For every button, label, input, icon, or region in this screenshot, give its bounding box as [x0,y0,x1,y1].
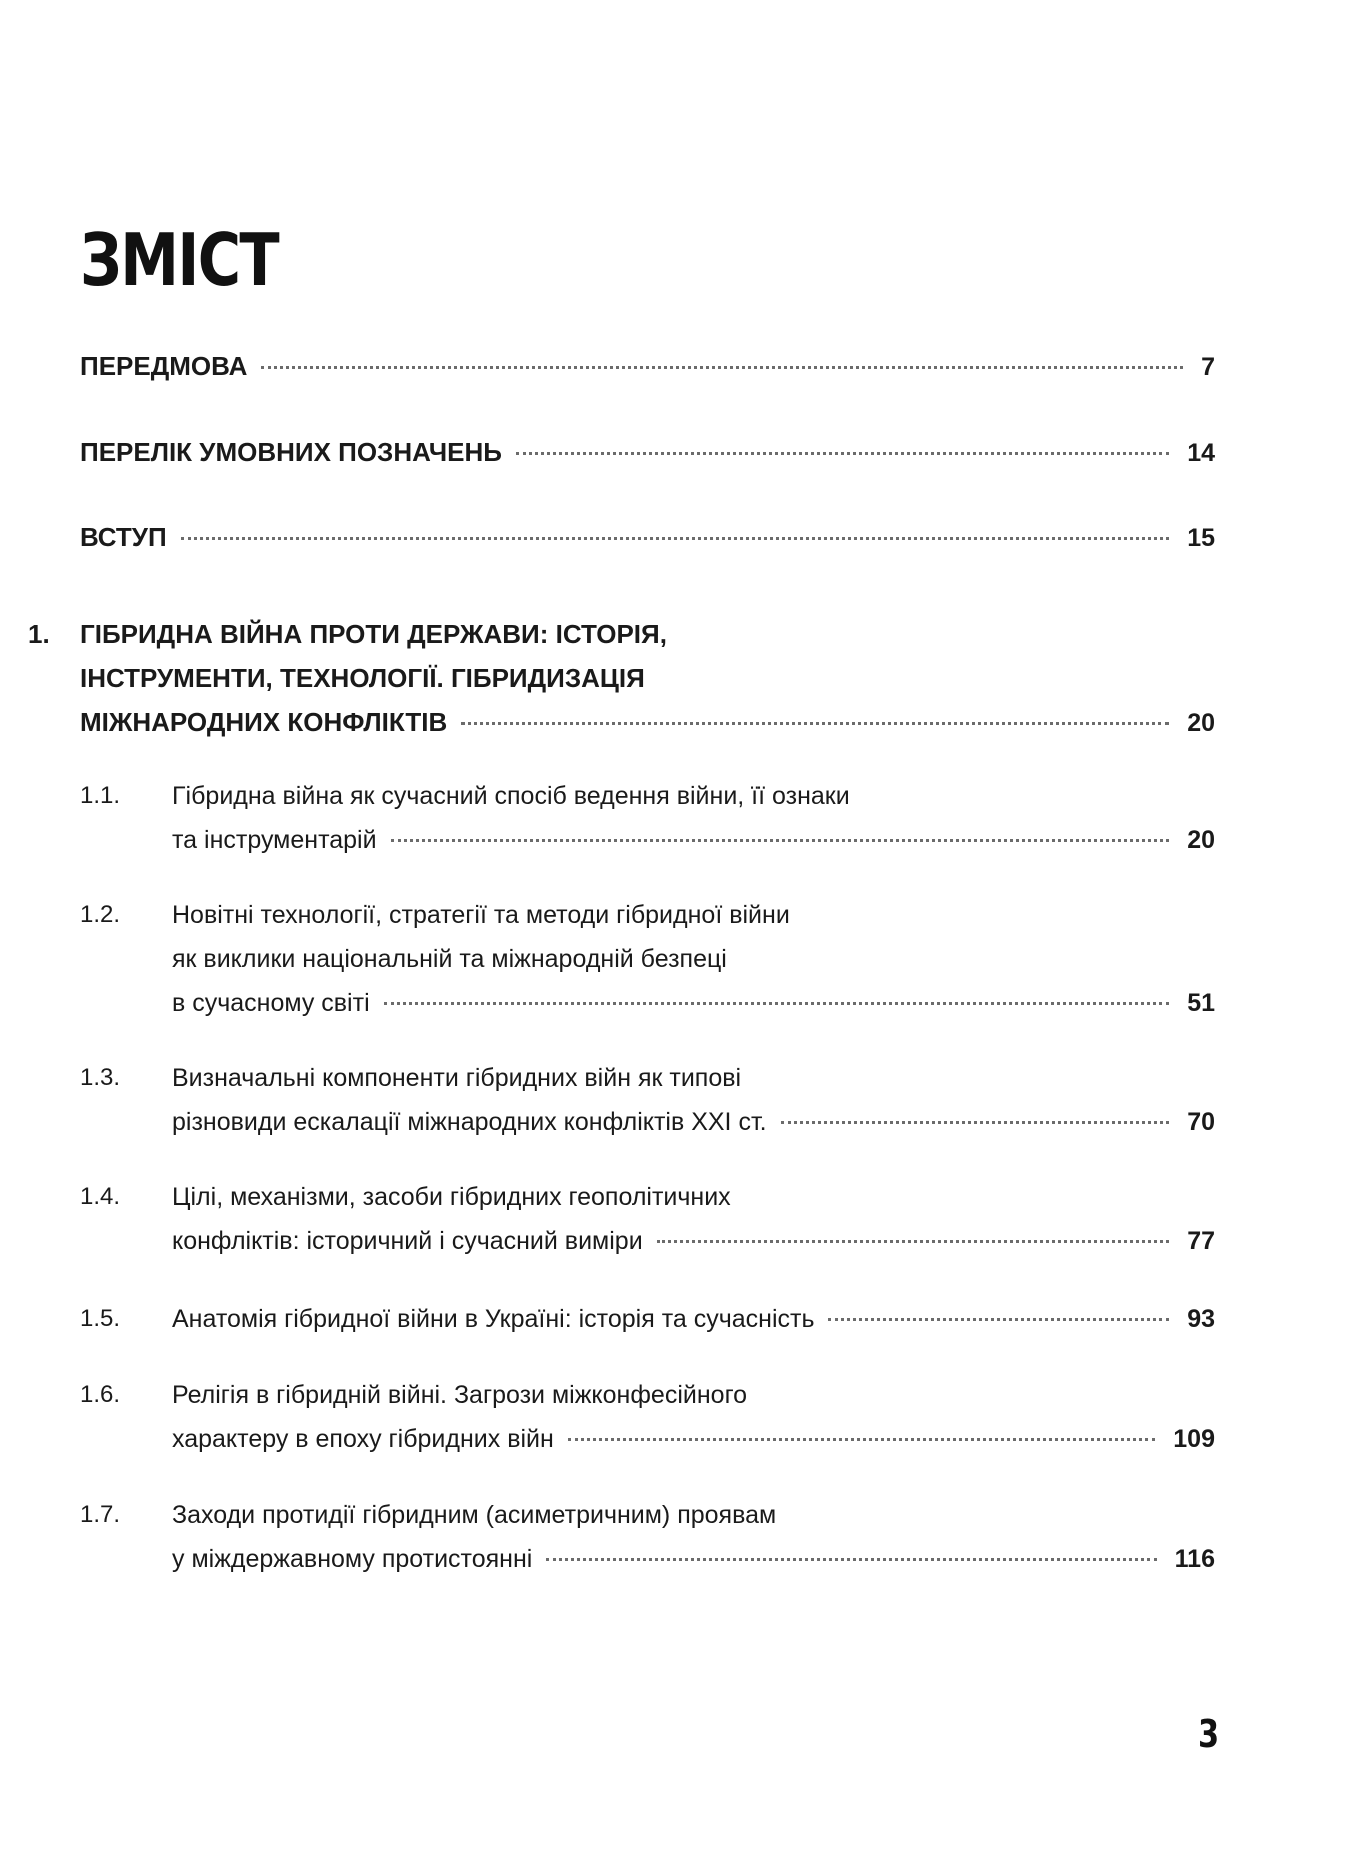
toc-entry-number: 1.4. [80,1183,121,1210]
toc-page-number: 20 [1187,826,1215,854]
page-title: ЗМІСТ [80,218,279,302]
toc-entry-title-line: Новітні технології, стратегії та методи гібридної війни [172,901,790,929]
toc-entry-title-line: Цілі, механізми, засоби гібридних геополітичних [172,1183,731,1211]
toc-entry-title: ВСТУП [80,522,167,552]
toc-page-number: 51 [1187,989,1215,1017]
toc-entry-number: 1.7. [80,1501,121,1528]
dot-leader [181,537,1170,540]
toc-entry-number: 1.5. [80,1305,121,1332]
dot-leader [657,1240,1170,1243]
dot-leader [828,1318,1169,1321]
toc-entry-title-line: Заходи протидії гібридним (асиметричним) проявам [172,1501,777,1529]
toc-entry-number: 1.2. [80,901,121,928]
toc-entry-introduction[interactable] [80,515,1215,560]
toc-entry-number: 1.3. [80,1064,121,1091]
toc-entry-number: 1. [28,619,50,649]
toc-entry-title-line: Визначальні компоненти гібридних війн як типові [172,1064,742,1092]
toc-entry-1-6[interactable] [80,1373,1215,1461]
toc-page-number: 7 [1201,353,1215,381]
toc-entry-title-line: конфліктів: історичний і сучасний виміри [172,1227,643,1255]
toc-entry-title-line: як виклики національній та міжнародній безпеці [172,945,727,973]
toc-entry-1-7[interactable] [80,1493,1215,1581]
toc-entry-title-line: різновиди ескалації міжнародних конфліктів XXI ст. [172,1108,767,1136]
dot-leader [516,452,1169,455]
toc-entry-title: ПЕРЕДМОВА [80,351,248,381]
dot-leader [391,839,1170,842]
toc-entry-title-line: характеру в епоху гібридних війн [172,1425,554,1453]
toc-entry-1-3[interactable] [80,1056,1215,1144]
toc-entry-title-line: Гібридна війна як сучасний спосіб ведення війни, її ознаки [172,782,850,810]
toc-page-number: 70 [1187,1108,1215,1136]
toc-entry-title: ПЕРЕЛІК УМОВНИХ ПОЗНАЧЕНЬ [80,437,502,467]
toc-entry-title-line: Релігія в гібридній війні. Загрози міжконфесійного [172,1381,748,1409]
toc-page-number: 77 [1187,1227,1215,1255]
toc-entry-1-2[interactable] [80,893,1215,1025]
toc-entry-title-line: ІНСТРУМЕНТИ, ТЕХНОЛОГІЇ. ГІБРИДИЗАЦІЯ [80,663,645,693]
toc-entry-foreword[interactable] [80,344,1215,389]
toc-entry-abbreviations[interactable] [80,430,1215,475]
toc-page-number: 14 [1187,439,1215,467]
toc-entry-title-line: та інструментарій [172,826,377,854]
toc-entry-title-line: у міждержавному протистоянні [172,1545,533,1573]
toc-entry-number: 1.6. [80,1381,121,1408]
dot-leader [781,1121,1170,1124]
toc-entry-1-5[interactable] [80,1297,1215,1341]
toc-entry-1-1[interactable] [80,774,1215,862]
page-number: 3 [1198,1712,1220,1756]
toc-entry-title-line: в сучасному світі [172,989,370,1017]
toc-page-number: 93 [1187,1305,1215,1333]
toc-entry-chapter-1[interactable] [28,612,1215,745]
toc-page-number: 15 [1187,524,1215,552]
toc-page-number: 109 [1173,1425,1215,1453]
dot-leader [546,1558,1156,1561]
dot-leader [384,1002,1170,1005]
dot-leader [261,366,1183,369]
toc-entry-title-line: Анатомія гібридної війни в Україні: історія та сучасність [172,1305,815,1333]
toc-page-number: 20 [1187,709,1215,737]
dot-leader [461,722,1169,725]
toc-entry-title-line: МІЖНАРОДНИХ КОНФЛІКТІВ [80,707,448,737]
dot-leader [568,1438,1155,1441]
toc-entry-number: 1.1. [80,782,121,809]
toc-page-number: 116 [1174,1545,1215,1573]
toc-entry-1-4[interactable] [80,1175,1215,1263]
toc-entry-title-line: ГІБРИДНА ВІЙНА ПРОТИ ДЕРЖАВИ: ІСТОРІЯ, [80,619,667,649]
